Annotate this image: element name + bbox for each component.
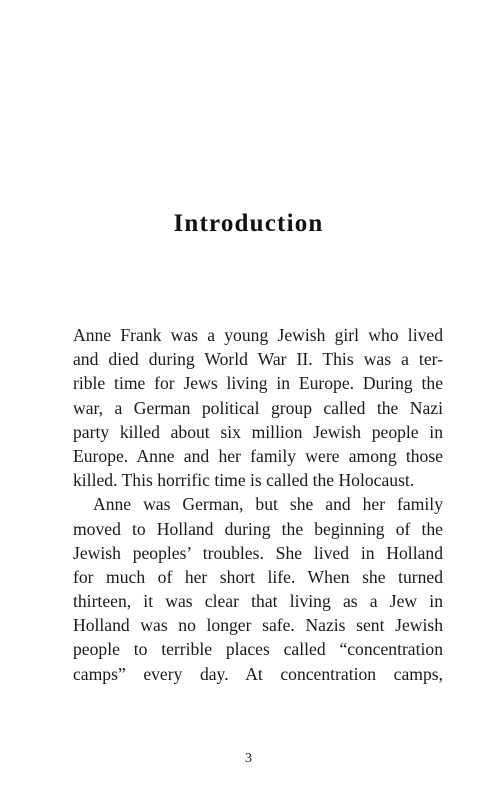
text-line: Europe. Anne and her family were among those (73, 445, 443, 466)
text-line: camps” every day. At concentration camps, (73, 663, 443, 684)
text-line: people to terrible places called “concentration (73, 639, 443, 660)
text-line: Anne was German, but she and her family (93, 494, 443, 515)
text-line: war, a German political group called the Nazi (73, 397, 443, 418)
text-line: party killed about six million Jewish people in (73, 421, 443, 442)
chapter-title: Introduction (173, 210, 324, 237)
text-line: killed. This horrific time is called the Holocaust. (73, 470, 415, 491)
text-line: rible time for Jews living in Europe. During the (73, 373, 443, 394)
text-line: Anne Frank was a young Jewish girl who lived (73, 325, 443, 345)
body-text (73, 323, 443, 686)
paragraph-2 (73, 492, 443, 686)
text-line: for much of her short life. When she turned (73, 566, 443, 587)
text-line: and died during World War II. This was a ter- (73, 349, 443, 370)
paragraph-1 (73, 323, 443, 492)
text-line: Jewish peoples’ troubles. She lived in Holland (73, 542, 443, 563)
text-line: moved to Holland during the beginning of the (73, 518, 443, 539)
text-line: Holland was no longer safe. Nazis sent Jewish (73, 615, 443, 636)
page-number: 3 (245, 751, 252, 766)
text-line: thirteen, it was clear that living as a Jew in (73, 591, 443, 612)
